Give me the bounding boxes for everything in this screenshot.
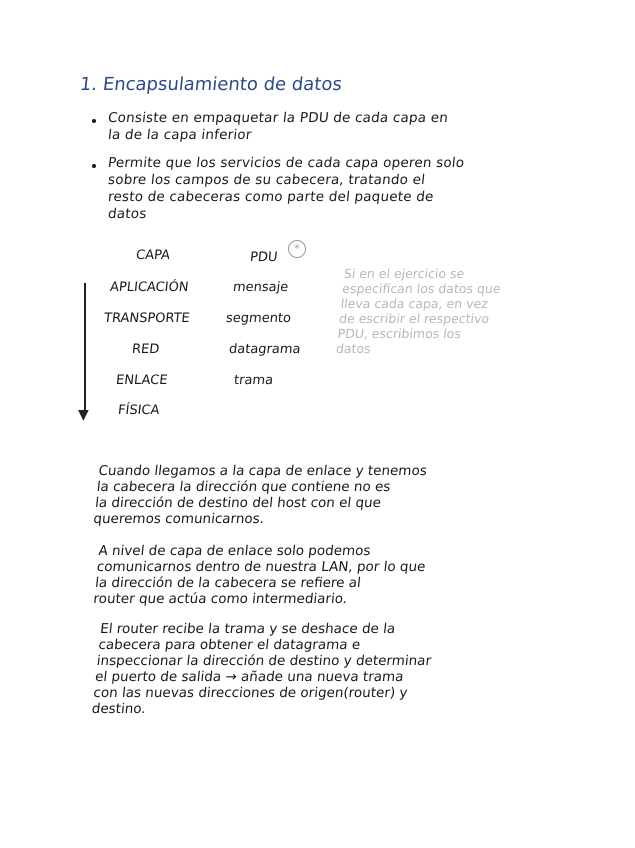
paragraph-line: la dirección de la cabecera se refiere al (94, 575, 362, 591)
layer-aplicacion: APLICACIÓN (109, 280, 190, 295)
section-title: 1. Encapsulamiento de datos (78, 74, 343, 95)
paragraph-1 (93, 463, 428, 527)
asterisk-circle-icon: * (288, 240, 306, 258)
paragraph-line: router que actúa como intermediario. (92, 591, 348, 607)
arrow-down-icon: ▼ (78, 407, 89, 423)
bullet-marker (92, 119, 96, 123)
layer-enlace: ENLACE (115, 373, 169, 388)
layer-order-arrow (84, 283, 86, 415)
paragraph-line: con las nuevas direcciones de origen(router) y (92, 685, 409, 701)
paragraph-line: El router recibe la trama y se deshace de la (99, 621, 397, 637)
bullet-marker (92, 164, 96, 168)
side-note (335, 266, 503, 356)
paragraph-line: la dirección de destino del host con el que (94, 495, 382, 511)
bullet-1-line-2: la de la capa inferior (107, 127, 253, 143)
table-header-pdu: PDU (249, 250, 279, 265)
pdu-trama: trama (233, 373, 274, 388)
paragraph-line: Cuando llegamos a la capa de enlace y tenemos (97, 463, 428, 479)
paragraph-line: el puerto de salida → añade una nueva trama (94, 669, 405, 685)
pdu-segmento: segmento (225, 311, 292, 326)
bullet-2-line-3: resto de cabeceras como parte del paquete de (107, 189, 435, 205)
bullet-2-line-4: datos (107, 206, 148, 222)
pdu-datagrama: datagrama (228, 342, 302, 357)
paragraph-2 (93, 543, 428, 607)
layer-red: RED (131, 342, 161, 357)
paragraph-line: comunicarnos dentro de nuestra LAN, por lo que (96, 559, 427, 575)
bullet-2-line-2: sobre los campos de su cabecera, tratando el (107, 172, 426, 188)
bullet-2-line-1: Permite que los servicios de cada capa operen solo (107, 155, 466, 171)
side-note-line: de escribir el respectivo (338, 311, 490, 326)
paragraph-line: A nivel de capa de enlace solo podemos (97, 543, 372, 559)
side-note-line: datos (335, 341, 372, 356)
side-note-line: especifican los datos que (341, 281, 502, 296)
paragraph-3 (91, 621, 435, 717)
paragraph-line: inspeccionar la dirección de destino y determinar (96, 653, 432, 669)
pdu-mensaje: mensaje (232, 280, 290, 295)
paragraph-line: destino. (90, 701, 147, 717)
table-header-capa: CAPA (135, 248, 171, 263)
side-note-line: PDU, escribimos los (336, 326, 462, 341)
paragraph-line: queremos comunicarnos. (92, 511, 265, 527)
layer-transporte: TRANSPORTE (103, 311, 191, 326)
layer-fisica: FÍSICA (117, 403, 161, 418)
bullet-1-line-1: Consiste en empaquetar la PDU de cada capa en (107, 110, 449, 126)
side-note-line: Si en el ejercicio se (343, 266, 466, 281)
paragraph-line: cabecera para obtener el datagrama e (97, 637, 362, 653)
side-note-line: lleva cada capa, en vez (340, 296, 489, 311)
paragraph-line: la cabecera la dirección que contiene no es (96, 479, 392, 495)
